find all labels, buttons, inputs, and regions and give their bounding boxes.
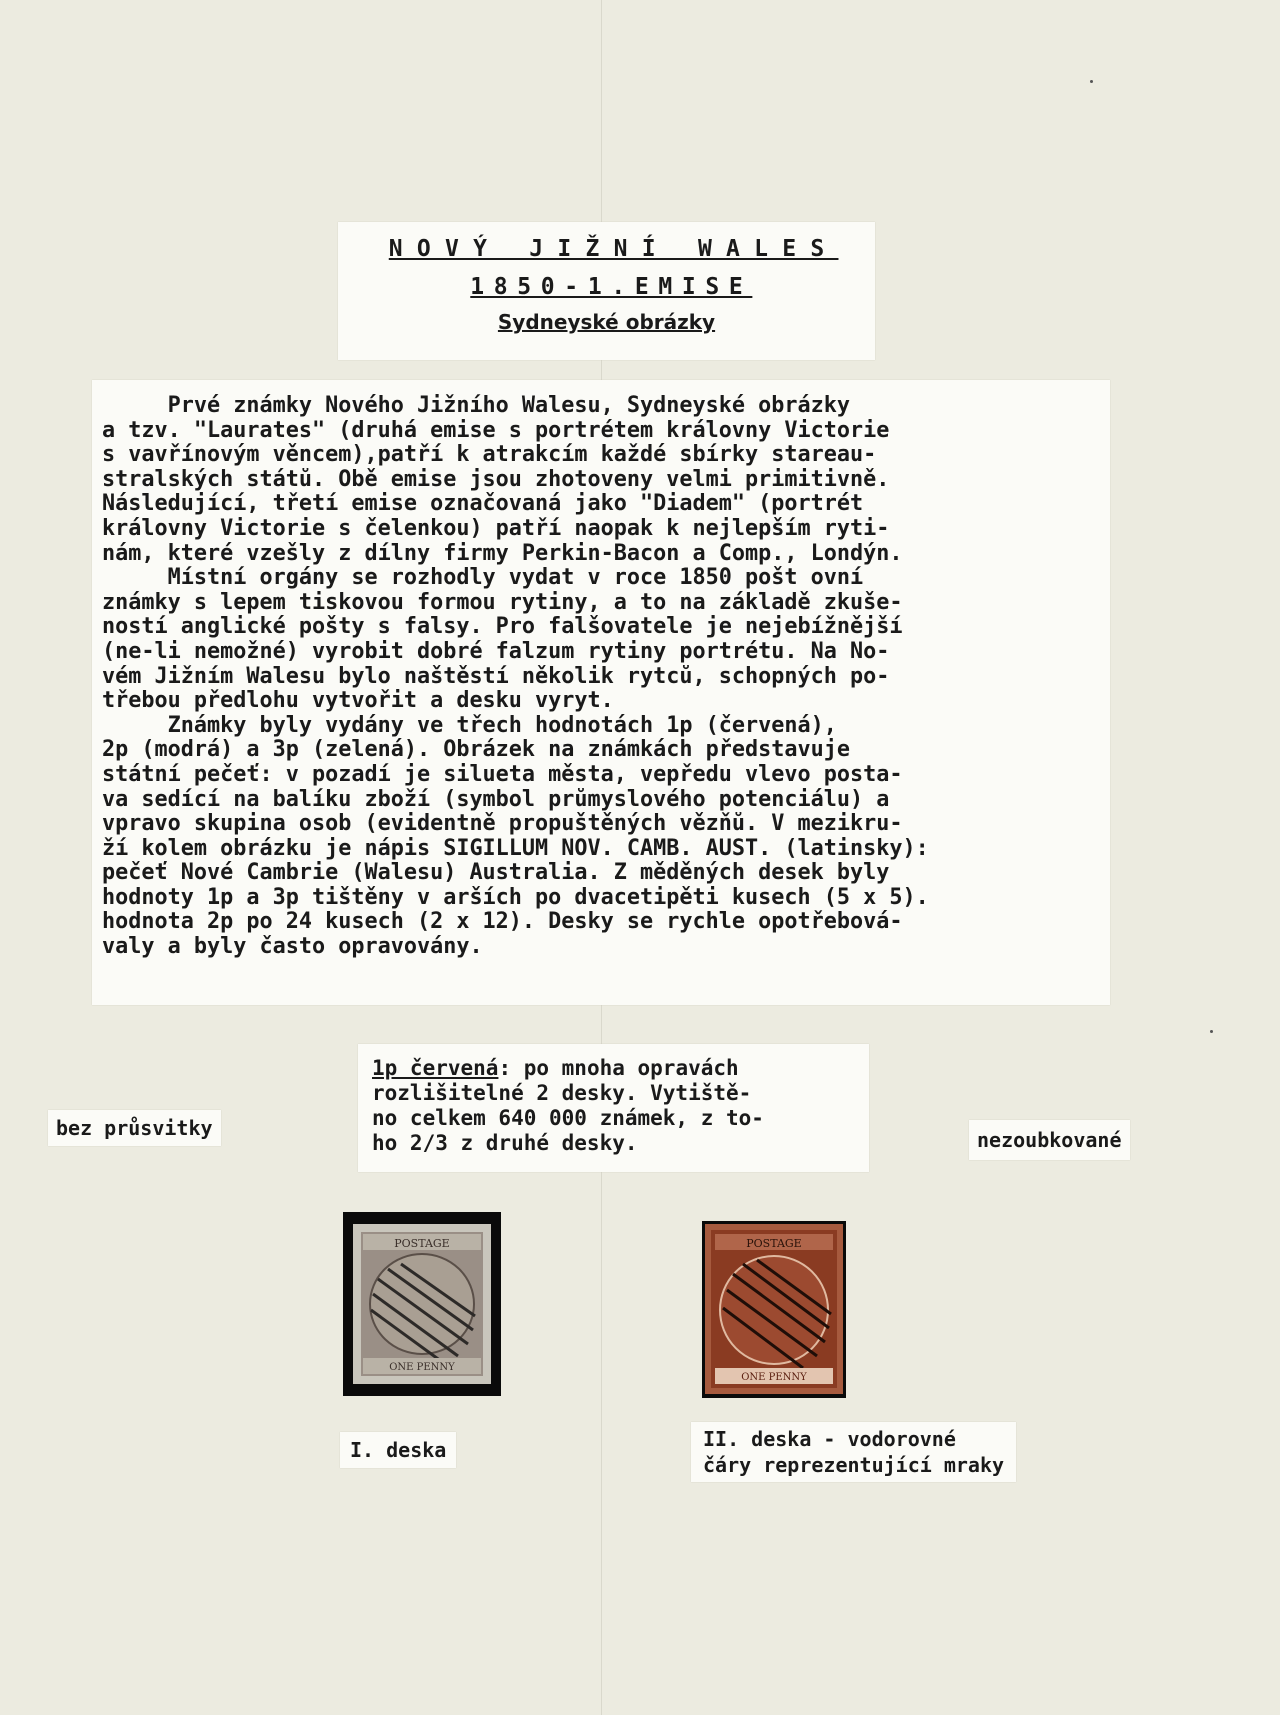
plate-2-label-line: II. deska - vodorovné <box>703 1427 956 1451</box>
description-line: vpravo skupina osob (evidentně propuštěných vězňů. V mezikru- <box>102 812 903 837</box>
description-line: Následující, třetí emise označovaná jako "Diadem" (portrét <box>102 492 864 517</box>
stamp-top-text: POSTAGE <box>746 1237 802 1250</box>
note-heading: 1p červená <box>372 1056 499 1080</box>
description-line: královny Victorie s čelenkou) patří naopak k nejlepším ryti- <box>102 516 890 541</box>
description-line: va sedící na balíku zboží (symbol průmyslového potenciálu) a <box>102 787 890 812</box>
plate-2-label <box>691 1422 1016 1482</box>
description-line: ží kolem obrázku je nápis SIGILLUM NOV. CAMB. AUST. (latinsky): <box>102 836 929 861</box>
description-line: (ne-li nemožné) vyrobit dobré falzum rytiny portrétu. Na No- <box>102 639 890 664</box>
title-card <box>338 222 875 360</box>
plate-2-label-line: čáry reprezentující mraky <box>703 1453 1005 1477</box>
description-line: Prvé známky Nového Jižního Walesu, Sydneyské obrázky <box>102 394 851 418</box>
description-line: stralských států. Obě emise jsou zhotoveny velmi primitivně. <box>102 467 890 492</box>
note-line-rest: : po mnoha opravách <box>498 1056 739 1080</box>
note-text <box>358 1044 869 1156</box>
description-text <box>92 380 1110 960</box>
series-name: Sydneyské obrázky <box>497 310 716 334</box>
description-line: známky s lepem tiskovou formou rytiny, a to na základě zkuše- <box>102 590 903 615</box>
description-line: s vavřínovým věncem),patří k atrakcím každé sbírky stareau- <box>102 443 877 468</box>
stamp-plate-1-image <box>353 1224 491 1384</box>
note-card <box>358 1044 869 1172</box>
watermark-label: bez průsvitky <box>48 1110 221 1146</box>
description-card <box>92 380 1110 1005</box>
stamp-bottom-text: ONE PENNY <box>389 1362 455 1373</box>
stamp-mount-plate-1 <box>343 1212 501 1396</box>
description-line: a tzv. "Laurates" (druhá emise s portrétem královny Victorie <box>102 418 890 443</box>
description-line: vém Jižním Walesu bylo naštěstí několik rytců, schopných po- <box>102 664 890 689</box>
description-line: ností anglické pošty s falsy. Pro falšovatele je nejebížnější <box>102 615 903 640</box>
paper-speck <box>1090 80 1093 83</box>
stamp-bottom-text: ONE PENNY <box>741 1372 807 1383</box>
stamp-top-text: POSTAGE <box>394 1237 450 1250</box>
description-line: třebou předlohu vytvořit a desku vyryt. <box>102 689 614 714</box>
perforation-label: nezoubkované <box>969 1120 1130 1160</box>
note-line <box>372 1056 859 1081</box>
plate-1-label: I. deska <box>340 1432 456 1468</box>
stamp-plate-1 <box>353 1224 491 1384</box>
note-line: no celkem 640 000 známek, z to- <box>372 1106 764 1130</box>
description-line: 2p (modrá) a 3p (zelená). Obrázek na známkách představuje <box>102 738 851 763</box>
stamp-mount-plate-2 <box>702 1221 846 1398</box>
stamp-plate-2 <box>705 1224 843 1394</box>
description-line: hodnoty 1p a 3p tištěny v arších po dvacetipěti kusech (5 x 5). <box>102 885 929 910</box>
page-title: NOVÝ JIŽNÍ WALES <box>388 236 839 262</box>
description-line: Známky byly vydány ve třech hodnotách 1p (červená), <box>102 713 837 738</box>
issue-subtitle: 1850-1.EMISE <box>470 274 753 300</box>
description-line: nám, které vzešly z dílny firmy Perkin-Bacon a Comp., Londýn. <box>102 541 903 566</box>
stamp-plate-2-image <box>705 1224 843 1394</box>
note-line: ho 2/3 z druhé desky. <box>372 1131 638 1155</box>
description-line: hodnota 2p po 24 kusech (2 x 12). Desky se rychle opotřebová- <box>102 910 903 935</box>
description-line: valy a byly často opravovány. <box>102 935 483 960</box>
description-line: státní pečeť: v pozadí je silueta města, vepředu vlevo posta- <box>102 762 903 787</box>
description-line: Místní orgány se rozhodly vydat v roce 1850 pošt ovní <box>102 566 864 591</box>
description-line: pečeť Nové Cambrie (Walesu) Australia. Z měděných desek byly <box>102 861 890 886</box>
paper-speck <box>1210 1030 1213 1033</box>
note-line: rozlišitelné 2 desky. Vytiště- <box>372 1081 752 1105</box>
